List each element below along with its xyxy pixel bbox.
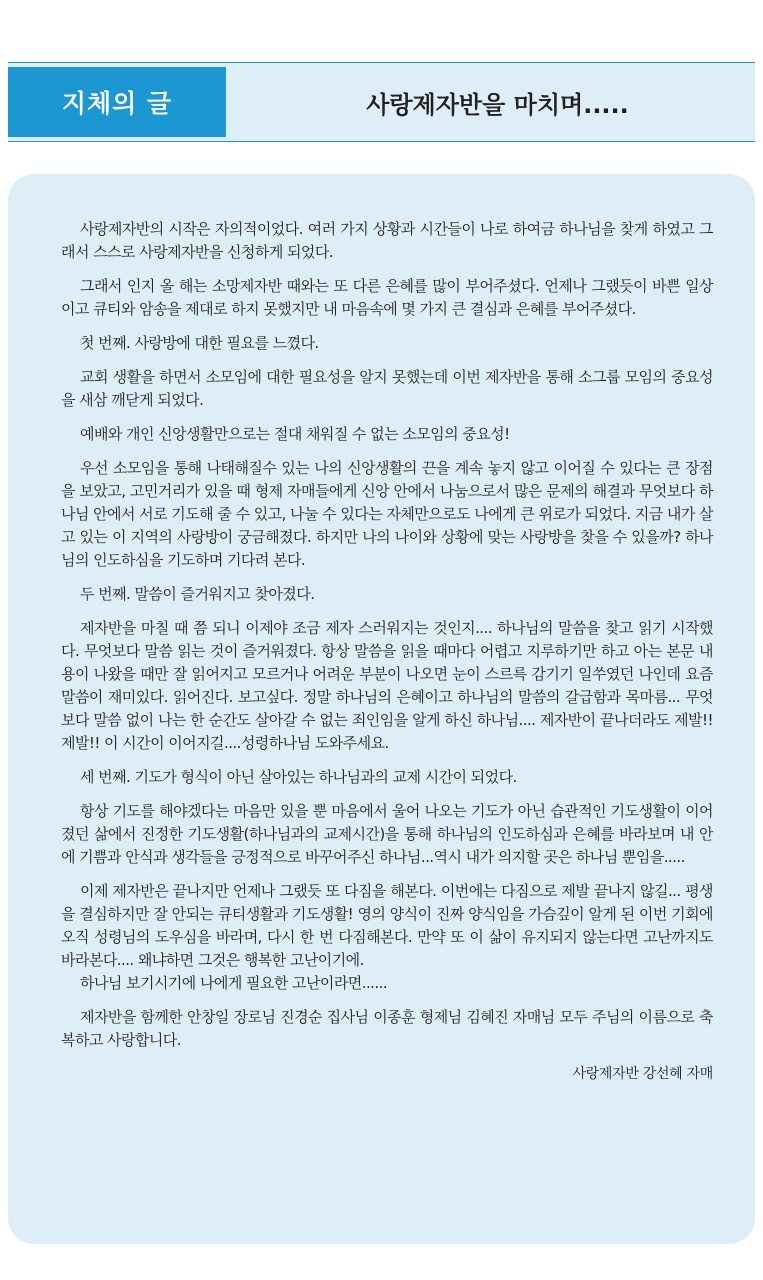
paragraph: 제자반을 함께한 안창일 장로님 진경순 집사님 이종훈 형제님 김혜진 자매님 모두 주님의 이름으로 축복하고 사랑합니다. [61,1008,713,1049]
paragraph: 우선 소모임을 통해 나태해질수 있는 나의 신앙생활의 끈을 계속 놓지 않고 이어질 수 있다는 큰 장점을 보았고, 고민거리가 있을 때 형제 자매들에게 신앙 안에서 나눔으로서 많은 문제의 해결과 무엇보다 하나님 안에서 서로 기도해 줄 수 있고, 나눌 수 있다는 자체만으로도 나에게 큰 위로가 되었다. 지금 내가 살고 있는 이 지역의 사랑방이 궁금해졌다. 하지만 나의 나이와 상황에 맞는 사랑방을 찾을 수 있을까? 하나님의 인도하심을 기도하며 기다려 본다. [61,459,713,569]
paragraph: 이제 제자반은 끝나지만 언제나 그랬듯 또 다짐을 해본다. 이번에는 다짐으로 제발 끝나지 않길... 평생을 결심하지만 잘 안되는 큐티생활과 기도생활! 영의 양식이 진짜 양식임을 가슴깊이 알게 된 이번 기회에 오직 성령님의 도우심을 바라며, 다시 한 번 다짐해본다. 만약 또 이 삶이 유지되지 않는다면 고난까지도 바라본다.... 왜냐하면 그것은 행복한 고난이기에. [61,882,713,969]
page-title: 사랑제자반을 마치며..... [366,90,629,119]
author-signature: 사랑제자반 강선혜 자매 [572,1066,713,1082]
paragraph: 예배와 개인 신앙생활만으로는 절대 채워질 수 없는 소모임의 중요성! [80,425,510,443]
paragraph: 사랑제자반의 시작은 자의적이었다. 여러 가지 상황과 시간들이 나로 하여금 하나님을 찾게 하였고 그래서 스스로 사랑제자반을 신청하게 되었다. [61,220,713,261]
paragraph: 하나님 보기시기에 나에게 필요한 고난이라면...... [80,974,388,992]
section-label: 지체의 글 [8,67,226,137]
paragraph: 그래서 인지 올 해는 소망제자반 때와는 또 다른 은혜를 많이 부어주셨다. 언제나 그랬듯이 바쁜 일상이고 큐티와 암송을 제대로 하지 못했지만 내 마음속에 몇 가지 큰 결심과 은혜를 부어주셨다. [61,277,713,318]
paragraph: 항상 기도를 해야겠다는 마음만 있을 뿐 마음에서 울어 나오는 기도가 아닌 습관적인 기도생활이 이어졌던 삶에서 진정한 기도생활(하나님과의 교제시간)을 통해 하나님의 인도하심과 은혜를 바라보며 내 안에 기쁨과 안식과 생각들을 긍정적으로 바꾸어주신 하나님...역시 내가 의지할 곳은 하나님 뿐임을..... [61,802,713,866]
paragraph: 두 번째. 말씀이 즐거워지고 찾아졌다. [80,585,315,603]
section-header [8,62,755,142]
paragraph: 첫 번째. 사랑방에 대한 필요를 느꼈다. [80,334,319,352]
paragraph: 교회 생활을 하면서 소모임에 대한 필요성을 알지 못했는데 이번 제자반을 통해 소그룹 모임의 중요성을 새삼 깨닫게 되었다. [61,368,713,409]
article-body [8,174,755,1244]
paragraph: 제자반을 마칠 때 쯤 되니 이제야 조금 제자 스러워지는 것인지.... 하나님의 말씀을 찾고 읽기 시작했다. 무엇보다 말씀 읽는 것이 즐거워졌다. 항상 말씀을 읽을 때마다 어렵고 지루하기만 하고 아는 본문 내용이 나왔을 때만 잘 읽어지고 모르거나 어려운 부분이 나오면 눈이 스르륵 감기기 일쑤였던 나인데 요즘 말씀이 재미있다. 읽어진다. 보고싶다. 정말 하나님의 은혜이고 하나님의 말씀의 갈급함과 목마름... 무엇보다 말씀 없이 나는 한 순간도 살아갈 수 없는 죄인임을 알게 하신 하나님.... 제자반이 끝나더라도 제발!! 제발!! 이 시간이 이어지길....성령하나님 도와주세요. [61,619,713,752]
paragraph: 세 번째. 기도가 형식이 아닌 살아있는 하나님과의 교제 시간이 되었다. [80,768,517,786]
